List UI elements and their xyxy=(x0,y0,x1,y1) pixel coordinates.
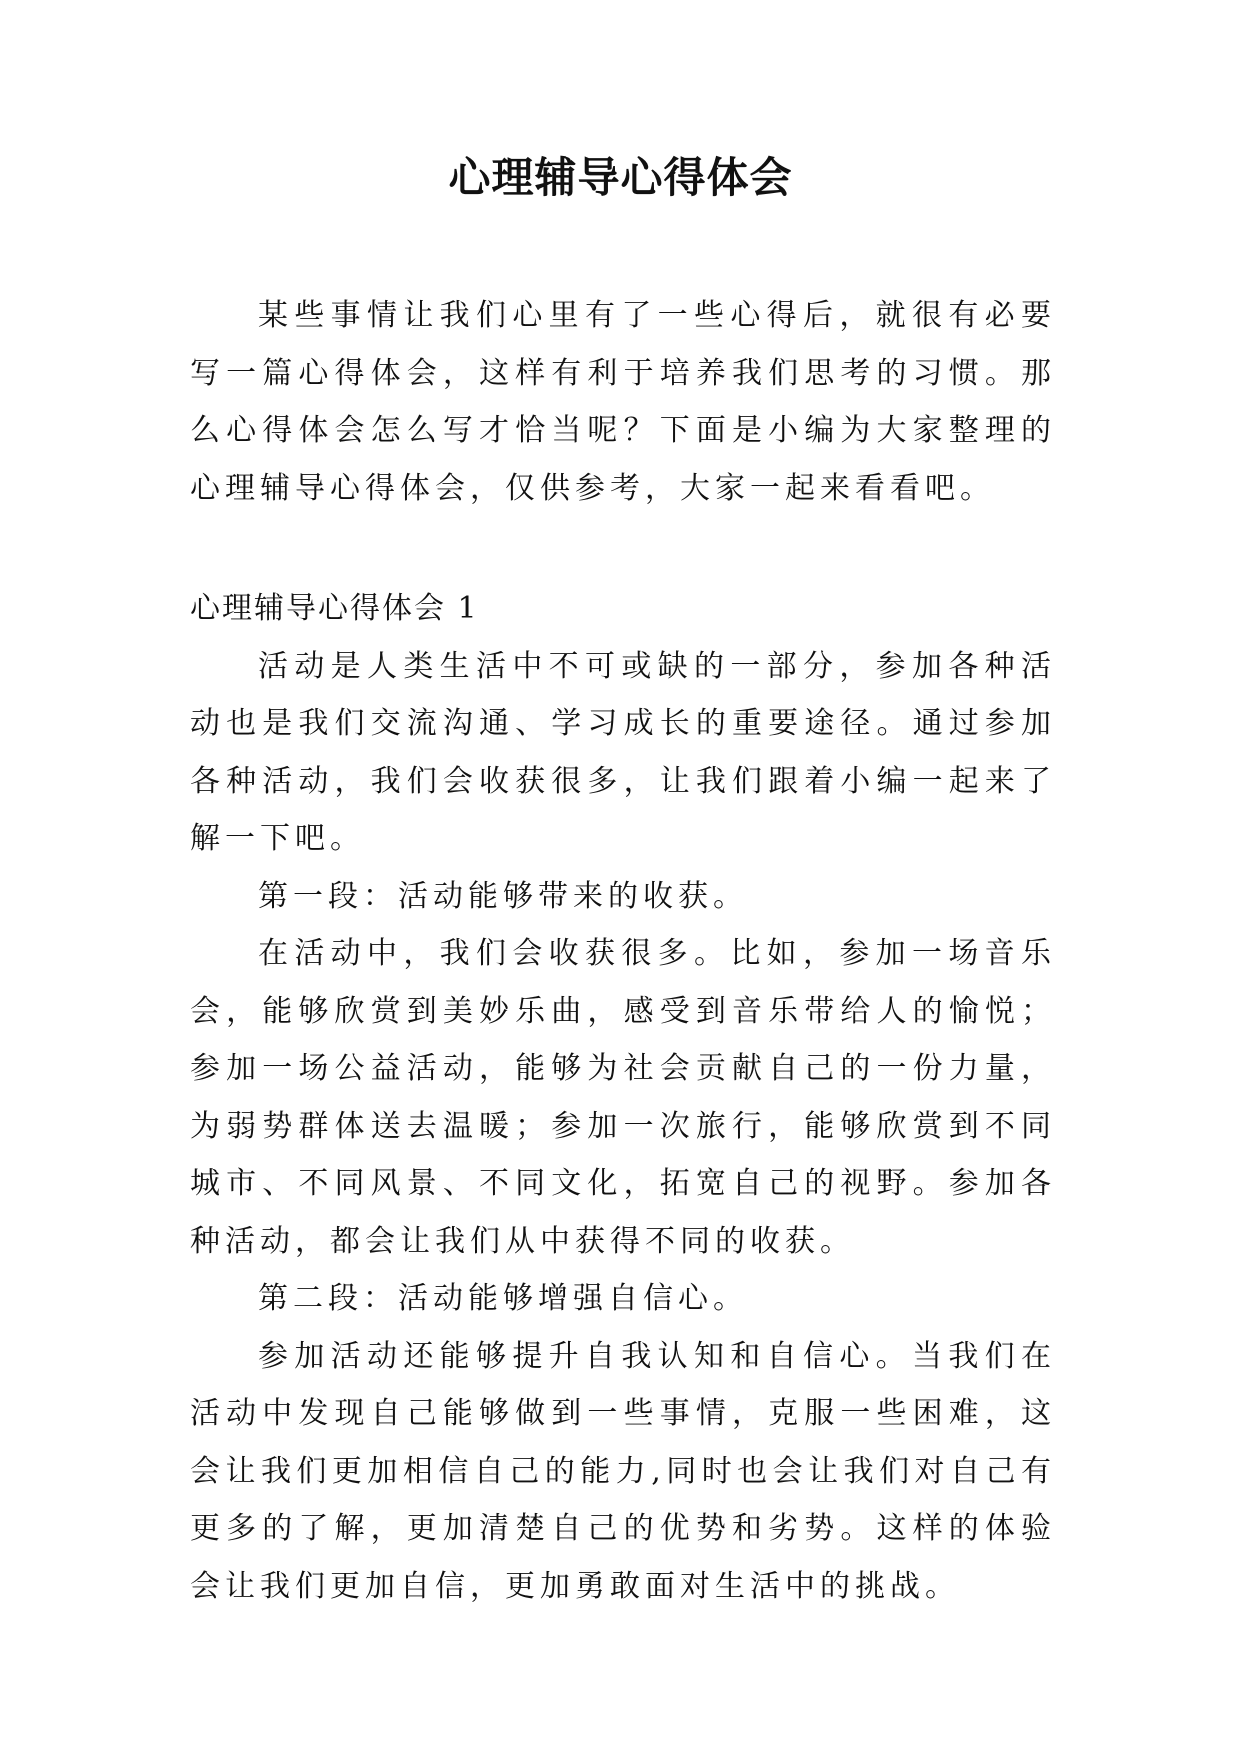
body-paragraph: 活动是人类生活中不可或缺的一部分，参加各种活动也是我们交流沟通、学习成长的重要途径。通过参加各种活动，我们会收获很多，让我们跟着小编一起来了解一下吧。 xyxy=(190,648,1056,856)
body-paragraph: 参加活动还能够提升自我认知和自信心。当我们在活动中发现自己能够做到一些事情，克服一些困难，这会让我们更加相信自己的能力,同时也会让我们对自己有更多的了解，更加清楚自己的优势和劣势。这样的体验会让我们更加自信，更加勇敢面对生活中的挑战。 xyxy=(190,1338,1056,1604)
subheading-paragraph: 第一段：活动能够带来的收获。 xyxy=(258,878,748,914)
section-heading: 心理辅导心得体会 1 xyxy=(190,591,479,626)
subheading-paragraph: 第二段：活动能够增强自信心。 xyxy=(258,1281,748,1316)
intro-paragraph: 某些事情让我们心里有了一些心得后，就很有必要写一篇心得体会，这样有利于培养我们思考的习惯。那么心得体会怎么写才恰当呢？下面是小编为大家整理的心理辅导心得体会，仅供参考，大家一起来看看吧。 xyxy=(190,298,1056,506)
document-title: 心理辅导心得体会 xyxy=(448,153,793,202)
intro-block xyxy=(190,287,1056,517)
body-paragraph: 在活动中，我们会收获很多。比如，参加一场音乐会，能够欣赏到美妙乐曲，感受到音乐带给人的愉悦；参加一场公益活动，能够为社会贡献自己的一份力量，为弱势群体送去温暖；参加一次旅行，能够欣赏到不同城市、不同风景、不同文化，拓宽自己的视野。参加各种活动，都会让我们从中获得不同的收获。 xyxy=(190,936,1056,1259)
section-block xyxy=(190,580,1056,1615)
